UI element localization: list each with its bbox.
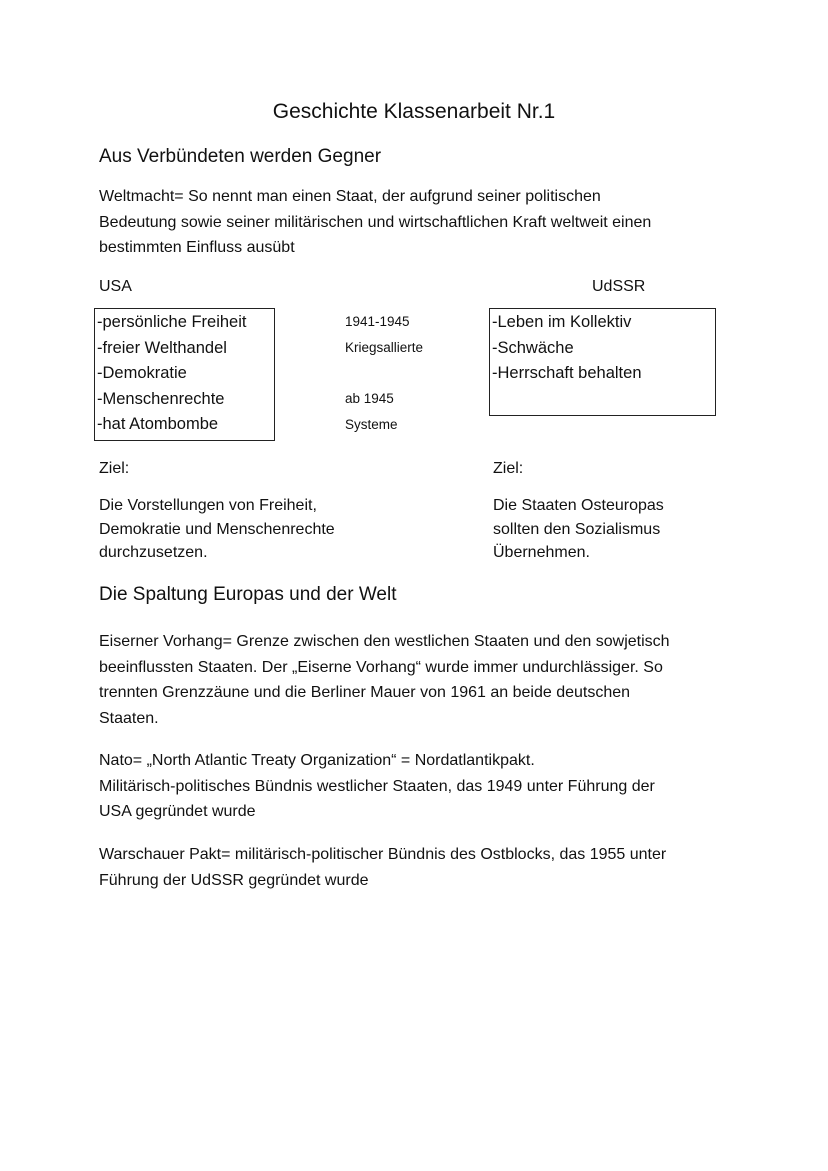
text-line: Die Staaten Osteuropas <box>493 497 664 514</box>
usa-goal-label: Ziel: <box>99 460 130 477</box>
text-line: Demokratie und Menschenrechte <box>99 520 335 538</box>
text-line: durchzusetzen. <box>99 544 208 561</box>
text-line: Staaten. <box>99 709 159 727</box>
definition-eiserner-vorhang <box>99 629 670 731</box>
usa-item: -Demokratie <box>97 364 187 382</box>
section-heading-allies: Aus Verbündeten werden Gegner <box>99 146 382 167</box>
usa-box <box>94 308 275 441</box>
text-line: Führung der UdSSR gegründet wurde <box>99 871 369 889</box>
text-line: bestimmten Einfluss ausübt <box>99 239 295 256</box>
text-line: Übernehmen. <box>493 544 590 561</box>
udssr-label: UdSSR <box>592 278 646 295</box>
definition-nato <box>99 748 655 825</box>
udssr-item: -Leben im Kollektiv <box>492 313 632 331</box>
text-line: Die Vorstellungen von Freiheit, <box>99 497 317 514</box>
text-line: Weltmacht= So nennt man einen Staat, der aufgrund seiner politischen <box>99 188 601 205</box>
period-1941-1945: 1941-1945 <box>345 314 410 329</box>
text-line: trennten Grenzzäune und die Berliner Mauer von 1961 an beide deutschen <box>99 684 631 701</box>
usa-goal-text <box>99 494 335 565</box>
usa-item: -hat Atombombe <box>97 415 219 433</box>
text-line: Militärisch-politisches Bündnis westlicher Staaten, das 1949 unter Führung der <box>99 777 655 795</box>
definition-warschauer-pakt <box>99 842 666 893</box>
udssr-goal-text <box>493 494 664 565</box>
udssr-goal-label: Ziel: <box>493 460 524 477</box>
usa-item: -freier Welthandel <box>97 338 227 357</box>
udssr-box <box>489 308 716 416</box>
text-line: Nato= „North Atlantic Treaty Organization“ = Nordatlantikpakt. <box>99 752 535 769</box>
udssr-item: -Schwäche <box>492 338 574 357</box>
relation-kriegsallierte: Kriegsallierte <box>345 340 424 355</box>
usa-label: USA <box>99 278 132 295</box>
udssr-item: -Herrschaft behalten <box>492 364 642 382</box>
section-heading-division: Die Spaltung Europas und der Welt <box>99 584 397 605</box>
usa-item: -persönliche Freiheit <box>97 313 247 331</box>
usa-item: -Menschenrechte <box>97 389 225 408</box>
text-line: Eiserner Vorhang= Grenze zwischen den westlichen Staaten und den sowjetisch <box>99 633 670 650</box>
relation-systeme: Systeme <box>345 417 398 432</box>
text-line: beeinflussten Staaten. Der „Eiserne Vorhang“ wurde immer undurchlässiger. So <box>99 658 663 676</box>
page-title: Geschichte Klassenarbeit Nr.1 <box>272 100 556 123</box>
definition-weltmacht <box>99 184 651 261</box>
text-line: Warschauer Pakt= militärisch-politischer Bündnis des Ostblocks, das 1955 unter <box>99 846 667 863</box>
text-line: Bedeutung sowie seiner militärischen und wirtschaftlichen Kraft weltweit einen <box>99 213 652 231</box>
text-line: USA gegründet wurde <box>99 803 256 820</box>
period-ab-1945: ab 1945 <box>345 391 394 406</box>
text-line: sollten den Sozialismus <box>493 520 661 538</box>
